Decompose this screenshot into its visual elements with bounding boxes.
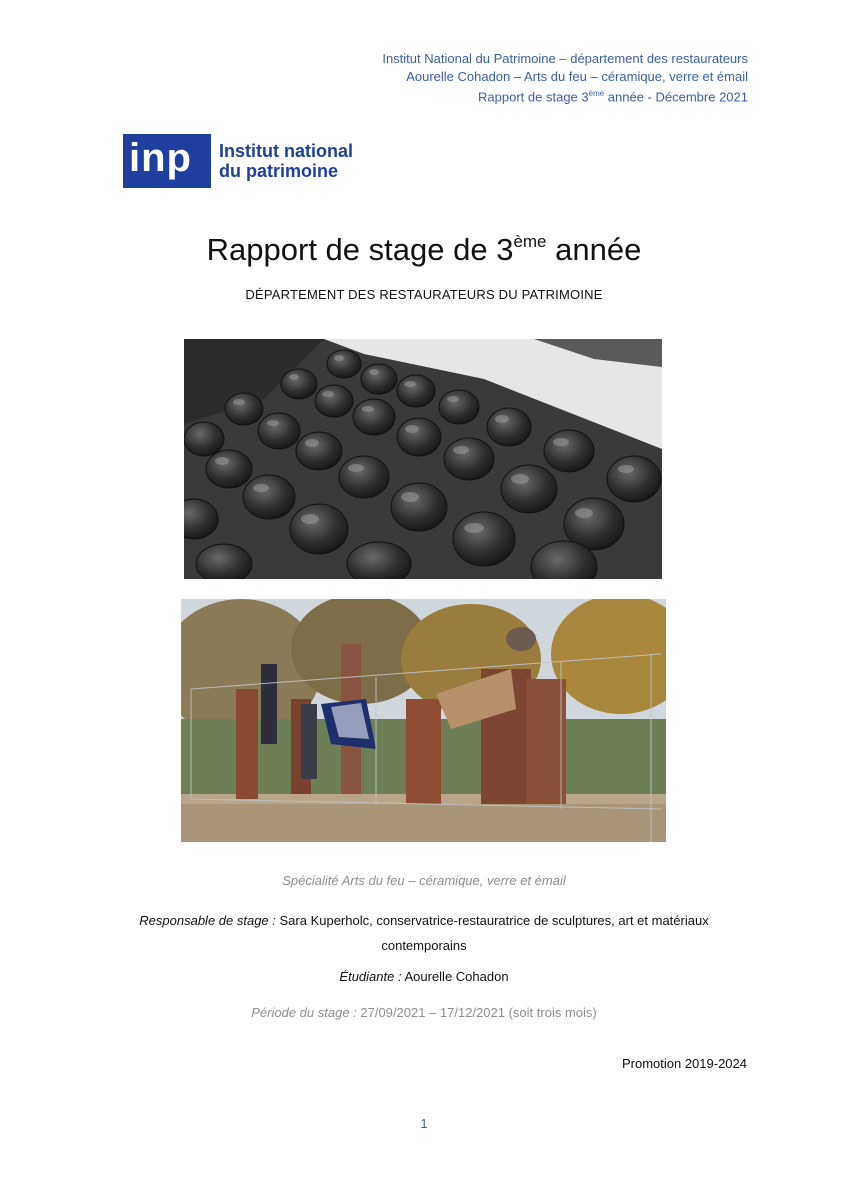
supervisor-value-line-2: contemporains <box>381 938 467 953</box>
header-line-2: Aourelle Cohadon – Arts du feu – céramique, verre et émail <box>406 68 748 84</box>
student-label: Étudiante : <box>339 969 402 984</box>
period-value: 27/09/2021 – 17/12/2021 (soit trois mois) <box>356 1005 597 1020</box>
promotion: Promotion 2019-2024 <box>621 1056 747 1071</box>
speciality-line: Spécialité Arts du feu – céramique, verre et émail <box>282 873 566 888</box>
supervisor-value: Sara Kuperholc, conservatrice-restauratrice de sculptures, art et matériaux <box>275 913 709 928</box>
department-subtitle: DÉPARTEMENT DES RESTAURATEURS DU PATRIMOINE <box>245 287 603 302</box>
document-title: Rapport de stage de 3ème année <box>206 232 642 267</box>
header-line-3: Rapport de stage 3ème année - Décembre 2021 <box>478 89 748 105</box>
inp-logo <box>123 134 353 188</box>
student-line <box>0 969 848 984</box>
page-number: 1 <box>420 1116 428 1131</box>
running-header <box>382 50 748 106</box>
photo-ceramic-bells <box>184 339 662 579</box>
logo-mark: inp <box>123 134 211 188</box>
supervisor-label: Responsable de stage : <box>139 913 276 928</box>
logo-wordmark: Institut national du patrimoine <box>219 141 353 181</box>
period-label: Période du stage : <box>251 1005 357 1020</box>
supervisor-line <box>0 908 848 958</box>
student-value: Aourelle Cohadon <box>401 969 509 984</box>
header-line-1: Institut National du Patrimoine – département des restaurateurs <box>382 51 748 66</box>
period-line <box>0 1005 848 1020</box>
photo-brick-kiln-site <box>181 599 666 842</box>
